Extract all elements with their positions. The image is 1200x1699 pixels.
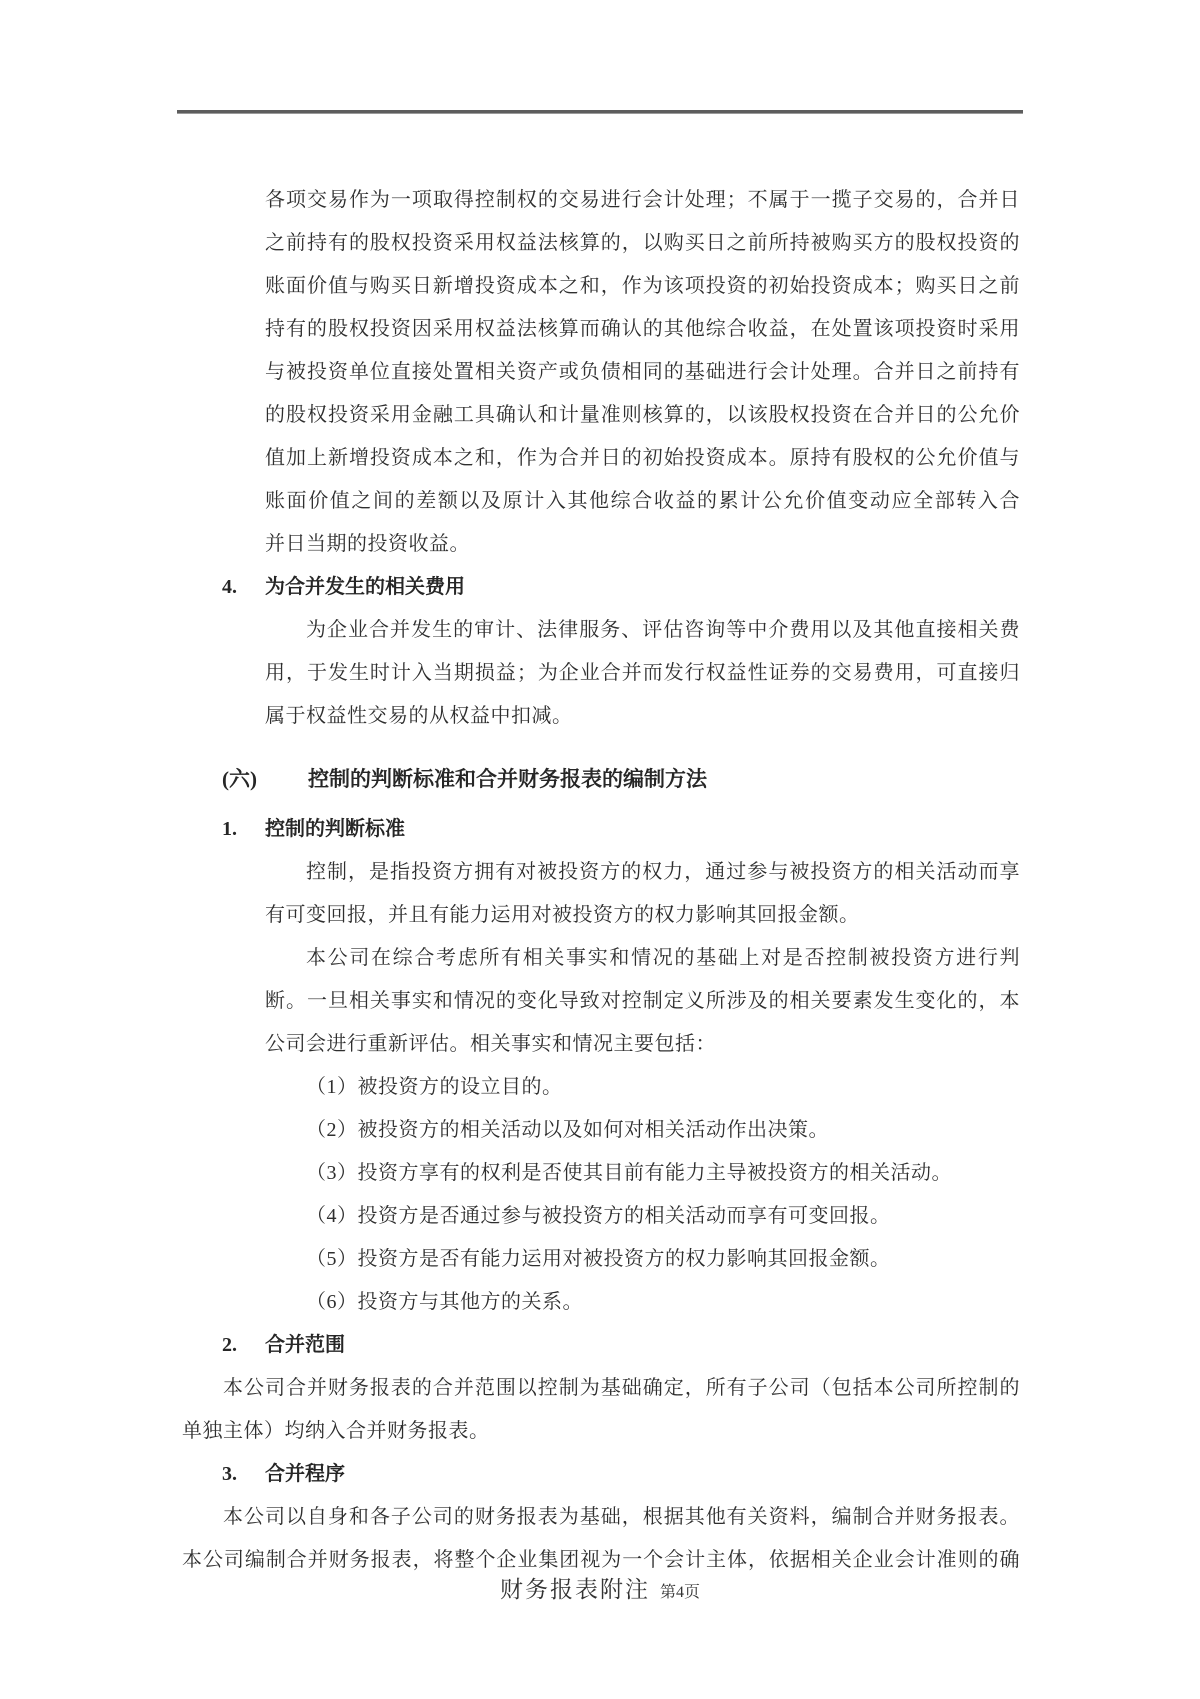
header-rule	[177, 110, 1023, 114]
text-line: 公司会进行重新评估。相关事实和情况主要包括：	[265, 1033, 716, 1055]
text-line: 之前持有的股权投资采用权益法核算的，以购买日之前所持被购买方的股权投资的	[265, 232, 1020, 254]
list-item-line: （6）投资方与其他方的关系。	[306, 1291, 583, 1313]
list-item-line: （1）被投资方的设立目的。	[306, 1076, 563, 1098]
page-footer	[0, 1568, 1200, 1611]
text-line: 断。一旦相关事实和情况的变化导致对控制定义所涉及的相关要素发生变化的，本	[265, 990, 1020, 1012]
heading-number: 2.	[222, 1334, 237, 1356]
list-item-line: （2）被投资方的相关活动以及如何对相关活动作出决策。	[306, 1119, 829, 1141]
section-heading	[0, 758, 1200, 801]
text-line: 值加上新增投资成本之和，作为合并日的初始投资成本。原持有股权的公允价值与	[265, 447, 1020, 469]
heading-text: 控制的判断标准和合并财务报表的编制方法	[308, 767, 707, 791]
numbered-heading	[0, 1453, 1200, 1496]
text-line: 持有的股权投资因采用权益法核算而确认的其他综合收益，在处置该项投资时采用	[265, 318, 1020, 340]
numbered-heading	[0, 1324, 1200, 1367]
list-item-line: （3）投资方享有的权利是否使其目前有能力主导被投资方的相关活动。	[306, 1162, 952, 1184]
numbered-heading	[0, 808, 1200, 851]
text-line: 账面价值之间的差额以及原计入其他综合收益的累计公允价值变动应全部转入合	[265, 490, 1020, 512]
heading-number: (六)	[222, 767, 257, 791]
heading-number: 4.	[222, 576, 237, 598]
list-item-line: （5）投资方是否有能力运用对被投资方的权力影响其回报金额。	[306, 1248, 891, 1270]
text-line: 的股权投资采用金融工具确认和计量准则核算的，以该股权投资在合并日的公允价	[265, 404, 1020, 426]
text-line: 控制，是指投资方拥有对被投资方的权力，通过参与被投资方的相关活动而享	[306, 861, 1020, 883]
heading-text: 合并程序	[265, 1463, 345, 1485]
numbered-heading	[0, 566, 1200, 609]
text-line: 有可变回报，并且有能力运用对被投资方的权力影响其回报金额。	[265, 904, 860, 926]
text-line: 本公司以自身和各子公司的财务报表为基础，根据其他有关资料，编制合并财务报表。	[223, 1506, 1020, 1528]
text-line: 本公司在综合考虑所有相关事实和情况的基础上对是否控制被投资方进行判	[306, 947, 1020, 969]
footer-page-number: 第4页	[659, 1584, 700, 1601]
heading-number: 3.	[222, 1463, 237, 1485]
text-line: 并日当期的投资收益。	[265, 533, 470, 555]
text-line: 单独主体）均纳入合并财务报表。	[182, 1420, 490, 1442]
heading-number: 1.	[222, 818, 237, 840]
text-line: 本公司编制合并财务报表，将整个企业集团视为一个会计主体，依据相关企业会计准则的确	[182, 1549, 1020, 1571]
text-line: 用，于发生时计入当期损益；为企业合并而发行权益性证券的交易费用，可直接归	[265, 662, 1020, 684]
vertical-spacer	[0, 738, 1200, 758]
footer-title: 财务报表附注	[499, 1577, 650, 1602]
text-line: 账面价值与购买日新增投资成本之和，作为该项投资的初始投资成本；购买日之前	[265, 275, 1020, 297]
text-line: 属于权益性交易的从权益中扣减。	[265, 705, 573, 727]
heading-text: 控制的判断标准	[265, 818, 405, 840]
document-content	[0, 179, 1200, 1582]
list-item-line: （4）投资方是否通过参与被投资方的相关活动而享有可变回报。	[306, 1205, 891, 1227]
heading-text: 合并范围	[265, 1334, 345, 1356]
text-line: 各项交易作为一项取得控制权的交易进行会计处理；不属于一揽子交易的，合并日	[265, 189, 1020, 211]
text-line: 本公司合并财务报表的合并范围以控制为基础确定，所有子公司（包括本公司所控制的	[223, 1377, 1020, 1399]
text-line: 与被投资单位直接处置相关资产或负债相同的基础进行会计处理。合并日之前持有	[265, 361, 1020, 383]
heading-text: 为合并发生的相关费用	[265, 576, 465, 598]
text-line: 为企业合并发生的审计、法律服务、评估咨询等中介费用以及其他直接相关费	[306, 619, 1020, 641]
